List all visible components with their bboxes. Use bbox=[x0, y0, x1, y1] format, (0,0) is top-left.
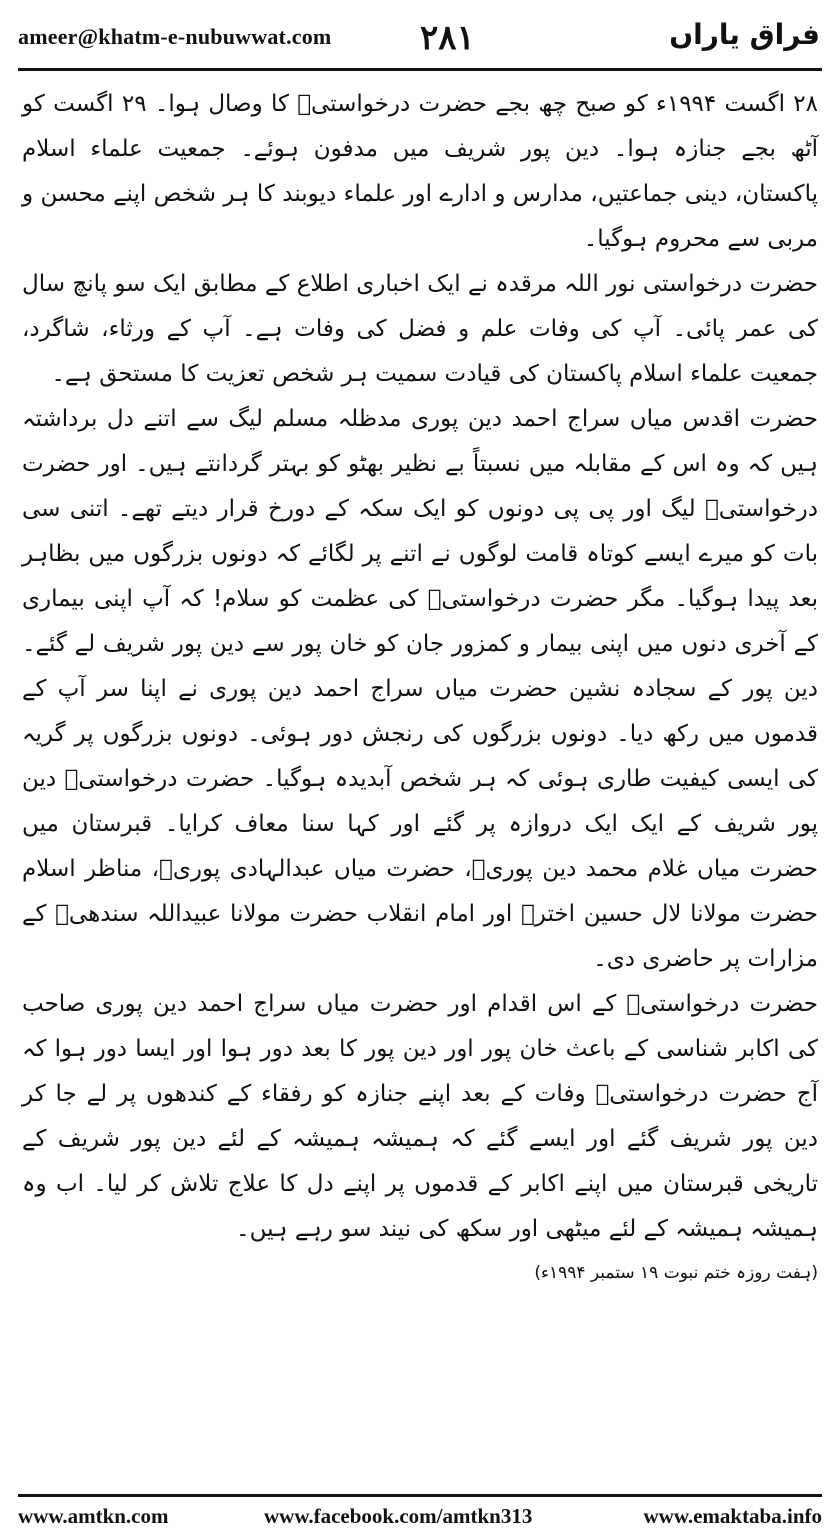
book-title: فراق یاراں bbox=[669, 18, 820, 51]
paragraph-4: حضرت درخواستیؒ کے اس اقدام اور حضرت میاں سراج احمد دین پوری صاحب کی اکابر شناسی کے باعث خان پور اور دین پور کا بعد دور ہوا اور ایسا دور ہوا کہ آج حضرت درخواستیؒ وفات کے بعد اپنے جنازہ کو رفقاء کے کندھوں پر لے جا کر دین پور شریف گئے اور ایسے گئے کہ ہمیشہ ہمیشہ کے لئے دین پور شریف کے تاریخی قبرستان میں اپنے اکابر کے قدموں پر اپنے دل کا علاج تلاش کر لیا۔ اب وہ ہمیشہ ہمیشہ کے لئے میٹھی اور سکھ کی نیند سو رہے ہیں۔ bbox=[22, 991, 818, 1242]
paragraph-3: حضرت اقدس میاں سراج احمد دین پوری مدظلہ مسلم لیگ سے اتنے دل برداشتہ ہیں کہ وہ اس کے مقابلہ میں نسبتاً بے نظیر بھٹو کو بہتر گردانتے ہیں۔ اور حضرت درخواستیؒ لیگ اور پی پی دونوں کو ایک سکہ کے دورخ قرار دیتے تھے۔ اتنی سی بات کو میرے ایسے کوتاہ قامت لوگوں نے اتنے پر لگائے کہ دونوں بزرگوں میں بظاہر بعد پیدا ہوگیا۔ مگر حضرت درخواستیؒ کی عظمت کو سلام! کہ آپ اپنی بیماری کے آخری دنوں میں اپنی بیمار و کمزور جان کو خان پور سے دین پور شریف لے گئے۔ دین پور کے سجادہ نشین حضرت میاں سراج احمد دین پوری نے اپنا سر آپ کے قدموں میں رکھ دیا۔ دونوں بزرگوں کی رنجش دور ہوئی۔ دونوں بزرگوں پر گریہ کی ایسی کیفیت طاری ہوئی کہ ہر شخص آبدیدہ ہوگیا۔ حضرت درخواستیؒ دین پور شریف کے ایک ایک دروازہ پر گئے اور کہا سنا معاف کرایا۔ قبرستان میں حضرت میاں غلام محمد دین پوریؒ، حضرت میاں عبدالہادی پوریؒ، مناظر اسلام حضرت مولانا لال حسین اخترؒ اور امام انقلاب حضرت مولانا عبیداللہ سندھیؒ کے مزارات پر حاضری دی۔ bbox=[22, 406, 818, 972]
page-footer bbox=[18, 1504, 822, 1534]
paragraph-2: حضرت درخواستی نور اللہ مرقدہ نے ایک اخباری اطلاع کے مطابق ایک سو پانچ سال کی عمر پائی۔ آپ کی وفات علم و فضل کی وفات ہے۔ آپ کے ورثاء، شاگرد، جمعیت علماء اسلام پاکستان کی قیادت سمیت ہر شخص تعزیت کا مستحق ہے۔ bbox=[22, 271, 818, 387]
header-email: ameer@khatm-e-nubuwwat.com bbox=[18, 24, 332, 49]
footer-link-emaktaba[interactable]: www.emaktaba.info bbox=[643, 1504, 822, 1528]
footer-link-facebook[interactable]: www.facebook.com/amtkn313 bbox=[264, 1504, 533, 1528]
footer-rule bbox=[18, 1494, 822, 1497]
page-header bbox=[18, 18, 822, 68]
header-rule bbox=[18, 68, 822, 71]
article-body bbox=[22, 82, 818, 1288]
source-citation: (ہفت روزہ ختم نبوت ۱۹ ستمبر ۱۹۹۴ء) bbox=[534, 1263, 818, 1283]
footer-link-website[interactable]: www.amtkn.com bbox=[18, 1504, 169, 1528]
paragraph-1: ۲۸ اگست ۱۹۹۴ء کو صبح چھ بجے حضرت درخواستیؒ کا وصال ہوا۔ ۲۹ اگست کو آٹھ بجے جنازہ ہوا۔ دین پور شریف میں مدفون ہوئے۔ جمعیت علماء اسلام پاکستان، دینی جماعتیں، مدارس و ادارے اور علماء دیوبند کا ہر شخص اپنے محسن و مربی سے محروم ہوگیا۔ bbox=[22, 91, 818, 252]
page-number: ۲۸۱ bbox=[420, 18, 475, 58]
